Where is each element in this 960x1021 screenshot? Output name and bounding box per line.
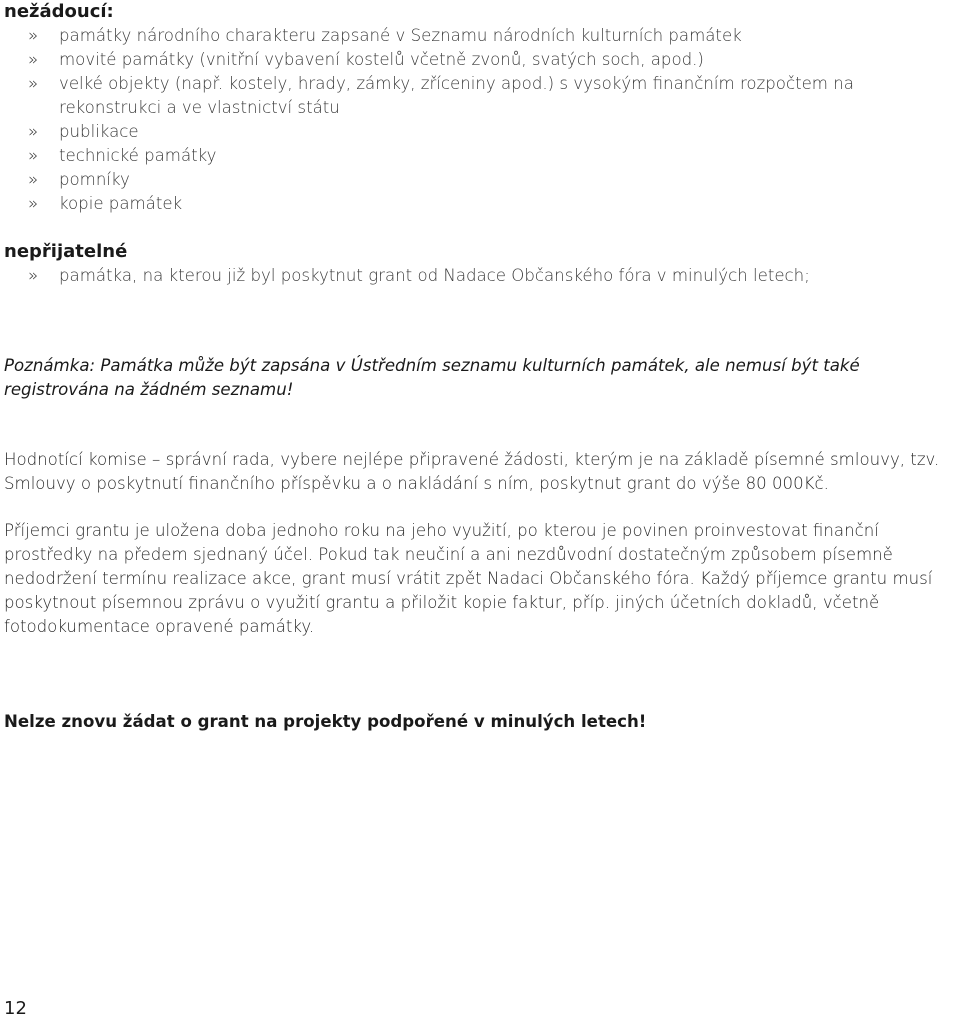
list-item [4, 72, 958, 120]
bullet-marker: » [28, 146, 39, 165]
committee-paragraph: Hodnotící komise – správní rada, vybere nejlépe připravené žádosti, kterým je na základě písemné smlouvy, tzv. Smlouvy o poskytnutí finančního příspěvku a o nakládání s ním, poskytnut grant do výše 80 000Kč. [4, 449, 940, 493]
list-item-text: památky národního charakteru zapsané v Seznamu národních kulturních památek [59, 26, 742, 45]
list-item [4, 192, 958, 216]
recipients-paragraph: Příjemci grantu je uložena doba jednoho roku na jeho využití, po kterou je povinen proinvestovat finanční prostředky na předem sjednaný účel. Pokud tak neučiní a ani nezdůvodní dostatečným způsobem písemně nedodržení termínu realizace akce, grant musí vrátit zpět Nadaci Občanského fóra. Každý příjemce grantu musí poskytnout písemnou zprávu o využití grantu a přiložit kopie faktur, příp. jiných účetních dokladů, včetně fotodokumentace opravené památky. [4, 520, 933, 636]
list-item [4, 24, 958, 48]
undesired-heading: nežádoucí: [4, 1, 114, 22]
undesired-list [4, 24, 958, 216]
list-item-text: movité památky (vnitřní vybavení kostelů včetně zvonů, svatých soch, apod.) [59, 50, 704, 69]
bullet-marker: » [28, 122, 39, 141]
list-item-text: technické památky [59, 146, 217, 165]
undesired-section [4, 0, 958, 216]
list-item-text: velké objekty (např. kostely, hrady, zámky, zříceniny apod.) s vysokým finančním rozpočtem na rekonstrukci a ve vlastnictví státu [59, 74, 854, 117]
bullet-marker: » [28, 50, 39, 69]
list-item [4, 264, 958, 288]
list-item-text: kopie památek [59, 194, 183, 213]
list-item [4, 48, 958, 72]
list-item-text: pomníky [59, 170, 130, 189]
unacceptable-list [4, 264, 958, 288]
list-item [4, 144, 958, 168]
warning-text: Nelze znovu žádat o grant na projekty podpořené v minulých letech! [4, 711, 647, 731]
note-paragraph: Poznámka: Památka může být zapsána v Ústředním seznamu kulturních památek, ale nemusí být také registrována na žádném seznamu! [4, 355, 860, 399]
bullet-marker: » [28, 74, 39, 93]
bullet-marker: » [28, 170, 39, 189]
list-item-text: publikace [59, 122, 139, 141]
unacceptable-heading: nepřijatelné [4, 241, 128, 262]
bullet-marker: » [28, 266, 39, 285]
list-item-text: památka, na kterou již byl poskytnut grant od Nadace Občanského fóra v minulých letech; [59, 266, 810, 285]
page-number: 12 [4, 998, 27, 1019]
unacceptable-section [4, 240, 958, 288]
list-item [4, 168, 958, 192]
bullet-marker: » [28, 194, 39, 213]
bullet-marker: » [28, 26, 39, 45]
list-item [4, 120, 958, 144]
